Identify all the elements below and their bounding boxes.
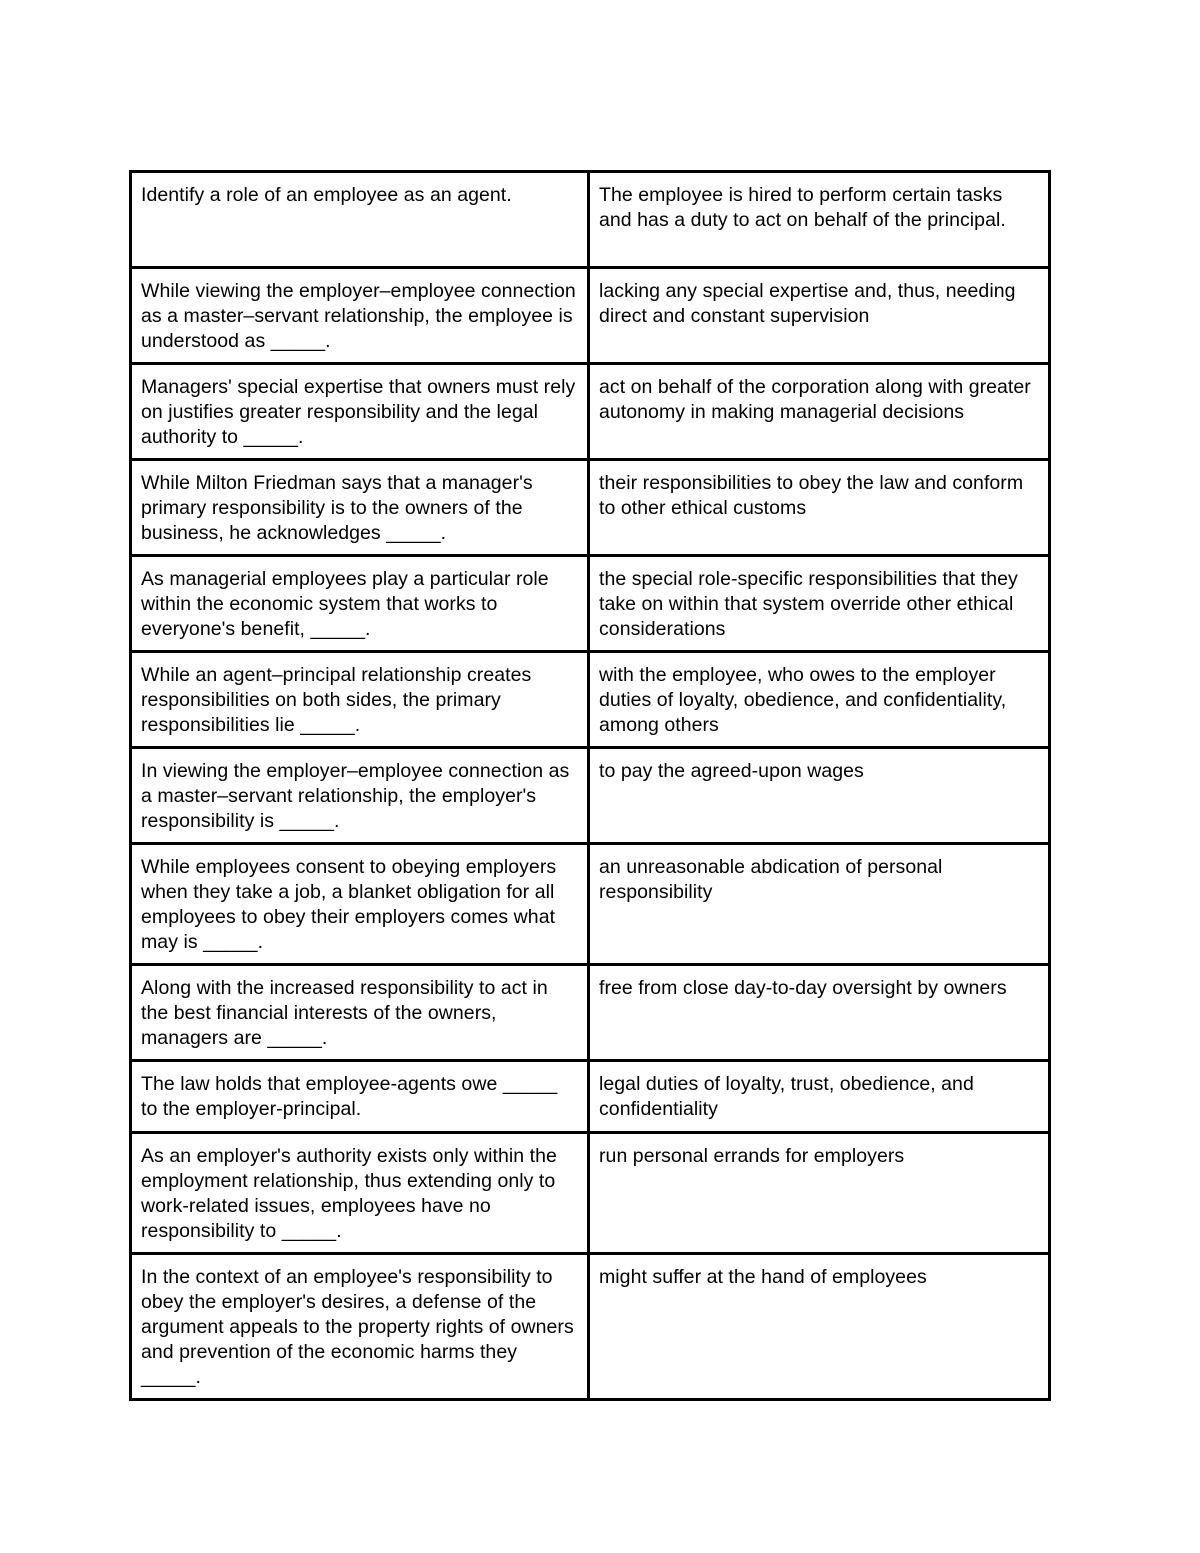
definition-cell: legal duties of loyalty, trust, obedience, and confidentiality [589, 1061, 1050, 1133]
table-row [131, 364, 1050, 460]
term-cell: In the context of an employee's responsibility to obey the employer's desires, a defense of the argument appeals to the property rights of owners and prevention of the economic harms they _____. [131, 1254, 589, 1400]
definition-cell: free from close day-to-day oversight by owners [589, 965, 1050, 1061]
definition-cell: lacking any special expertise and, thus, needing direct and constant supervision [589, 268, 1050, 364]
term-cell: While viewing the employer–employee connection as a master–servant relationship, the employee is understood as _____. [131, 268, 589, 364]
table-row [131, 965, 1050, 1061]
term-cell: As an employer's authority exists only within the employment relationship, thus extending only to work-related issues, employees have no responsibility to _____. [131, 1133, 589, 1254]
term-cell: While employees consent to obeying employers when they take a job, a blanket obligation for all employees to obey their employers comes what may is _____. [131, 844, 589, 965]
definition-cell: to pay the agreed-upon wages [589, 748, 1050, 844]
flashcard-table [129, 170, 1051, 1401]
definition-cell: their responsibilities to obey the law and conform to other ethical customs [589, 460, 1050, 556]
term-cell: Managers' special expertise that owners must rely on justifies greater responsibility and the legal authority to _____. [131, 364, 589, 460]
term-cell: Along with the increased responsibility to act in the best financial interests of the owners, managers are _____. [131, 965, 589, 1061]
definition-cell: the special role-specific responsibilities that they take on within that system override other ethical considerations [589, 556, 1050, 652]
table-row [131, 748, 1050, 844]
term-cell: As managerial employees play a particular role within the economic system that works to everyone's benefit, _____. [131, 556, 589, 652]
definition-cell: with the employee, who owes to the employer duties of loyalty, obedience, and confidentiality, among others [589, 652, 1050, 748]
term-cell: While Milton Friedman says that a manager's primary responsibility is to the owners of the business, he acknowledges _____. [131, 460, 589, 556]
definition-cell: an unreasonable abdication of personal responsibility [589, 844, 1050, 965]
table-row [131, 1133, 1050, 1254]
table-row [131, 1061, 1050, 1133]
table-row [131, 844, 1050, 965]
flashcard-rows [131, 172, 1050, 1400]
term-cell: While an agent–principal relationship creates responsibilities on both sides, the primary responsibilities lie _____. [131, 652, 589, 748]
term-cell: The law holds that employee-agents owe _____ to the employer-principal. [131, 1061, 589, 1133]
table-row [131, 556, 1050, 652]
table-row [131, 268, 1050, 364]
table-row [131, 652, 1050, 748]
definition-cell: The employee is hired to perform certain tasks and has a duty to act on behalf of the principal. [589, 172, 1050, 268]
definition-cell: might suffer at the hand of employees [589, 1254, 1050, 1400]
definition-cell: act on behalf of the corporation along with greater autonomy in making managerial decisions [589, 364, 1050, 460]
table-row [131, 460, 1050, 556]
table-row [131, 172, 1050, 268]
definition-cell: run personal errands for employers [589, 1133, 1050, 1254]
term-cell: Identify a role of an employee as an agent. [131, 172, 589, 268]
term-cell: In viewing the employer–employee connection as a master–servant relationship, the employer's responsibility is _____. [131, 748, 589, 844]
table-row [131, 1254, 1050, 1400]
